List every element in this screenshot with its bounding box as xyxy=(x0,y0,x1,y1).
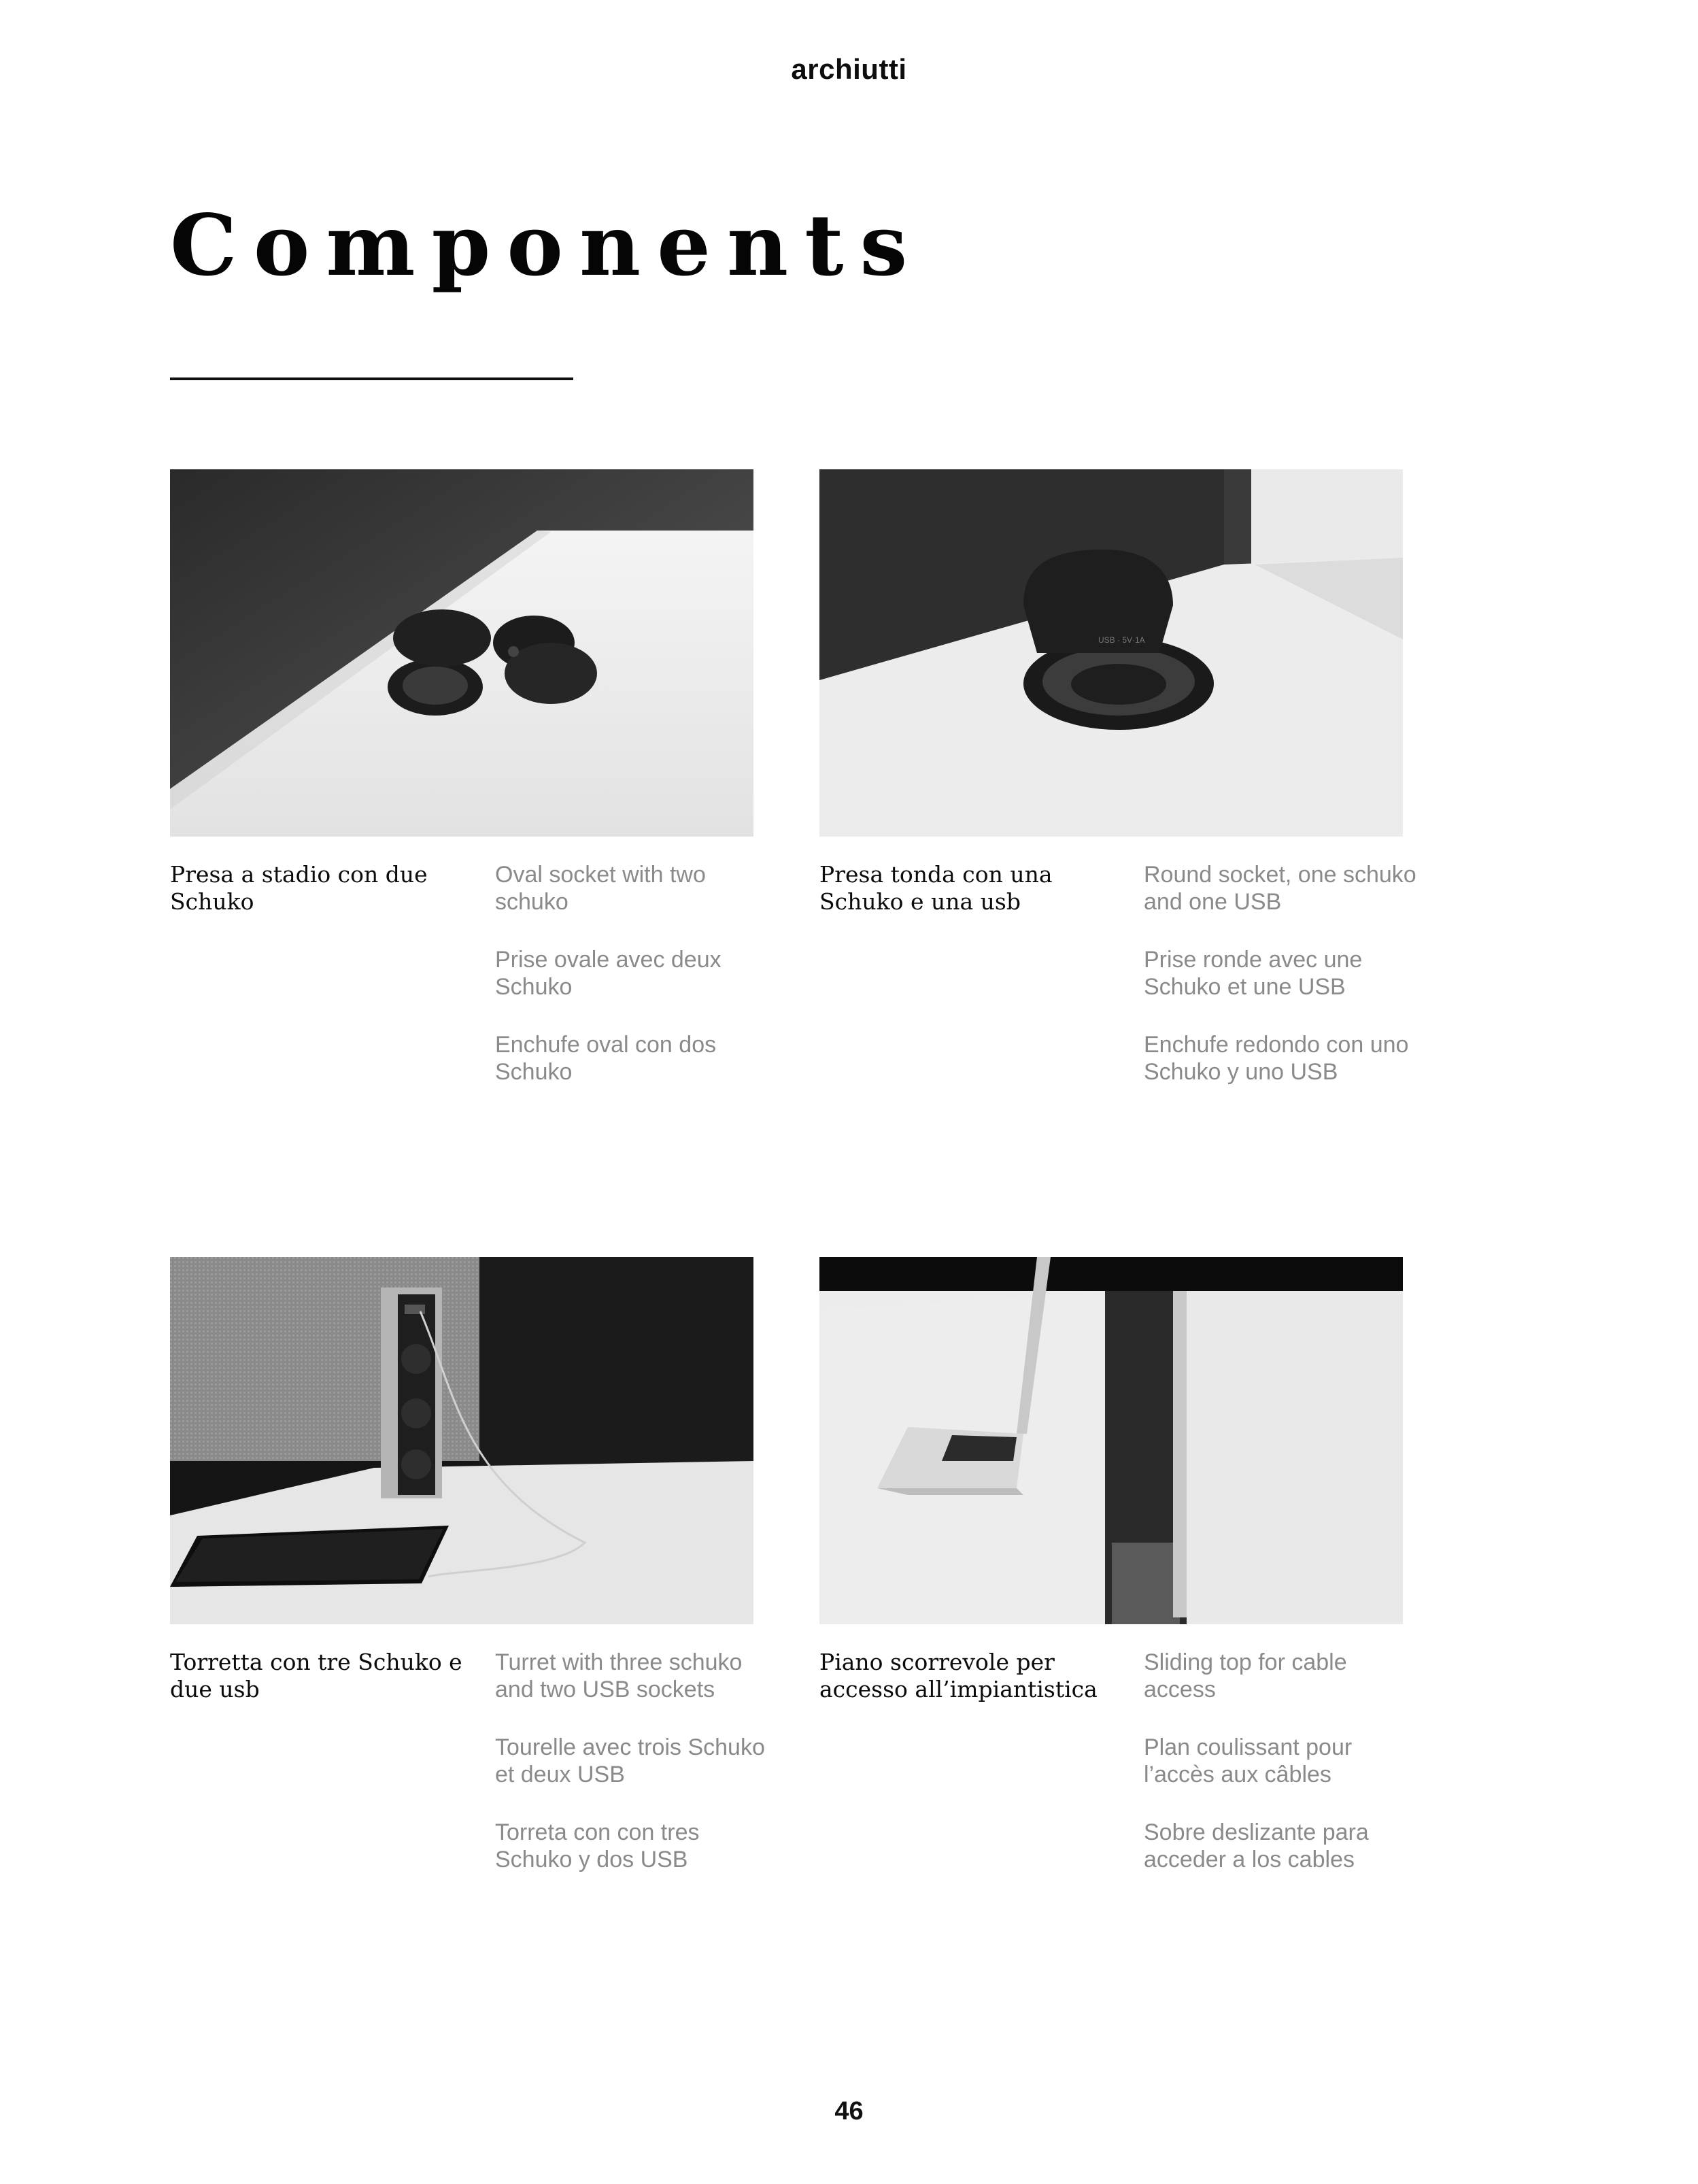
caption-spanish: Torreta con con tres Schuko y dos USB xyxy=(495,1819,700,1872)
caption-spanish: Enchufe oval con dos Schuko xyxy=(495,1032,717,1085)
title-divider xyxy=(170,377,573,380)
sliding-top-photo xyxy=(819,1257,1403,1624)
caption-english: Turret with three schuko and two USB sockets xyxy=(495,1649,743,1702)
caption-translations xyxy=(1144,1649,1423,1904)
caption-translations xyxy=(495,1649,774,1904)
caption-french: Plan coulissant pour l’accès aux câbles xyxy=(1144,1734,1353,1787)
page-title: Components xyxy=(170,197,924,295)
caption-translations xyxy=(495,861,774,1116)
caption-italian: Presa tonda con una Schuko e una usb xyxy=(819,861,1053,915)
caption-italian: Presa a stadio con due Schuko xyxy=(170,861,428,915)
turret-photo xyxy=(170,1257,753,1624)
caption-translations xyxy=(1144,861,1423,1116)
caption-italian: Piano scorrevole per accesso all’impiantistica xyxy=(819,1649,1098,1702)
brand-logo: archiutti xyxy=(791,53,907,85)
caption-english: Round socket, one schuko and one USB xyxy=(1144,862,1416,915)
caption-english: Oval socket with two schuko xyxy=(495,862,706,915)
caption-spanish: Sobre deslizante para acceder a los cables xyxy=(1144,1819,1369,1872)
oval-socket-photo xyxy=(170,469,753,837)
svg-text:USB · 5V·1A: USB · 5V·1A xyxy=(1098,635,1145,645)
caption-spanish: Enchufe redondo con uno Schuko y uno USB xyxy=(1144,1032,1409,1085)
page-number: 46 xyxy=(834,2097,864,2126)
caption-french: Prise ronde avec une Schuko et une USB xyxy=(1144,947,1363,1000)
caption-italian: Torretta con tre Schuko e due usb xyxy=(170,1649,462,1702)
round-socket-photo xyxy=(819,469,1403,837)
caption-french: Prise ovale avec deux Schuko xyxy=(495,947,721,1000)
caption-french: Tourelle avec trois Schuko et deux USB xyxy=(495,1734,765,1787)
caption-english: Sliding top for cable access xyxy=(1144,1649,1347,1702)
